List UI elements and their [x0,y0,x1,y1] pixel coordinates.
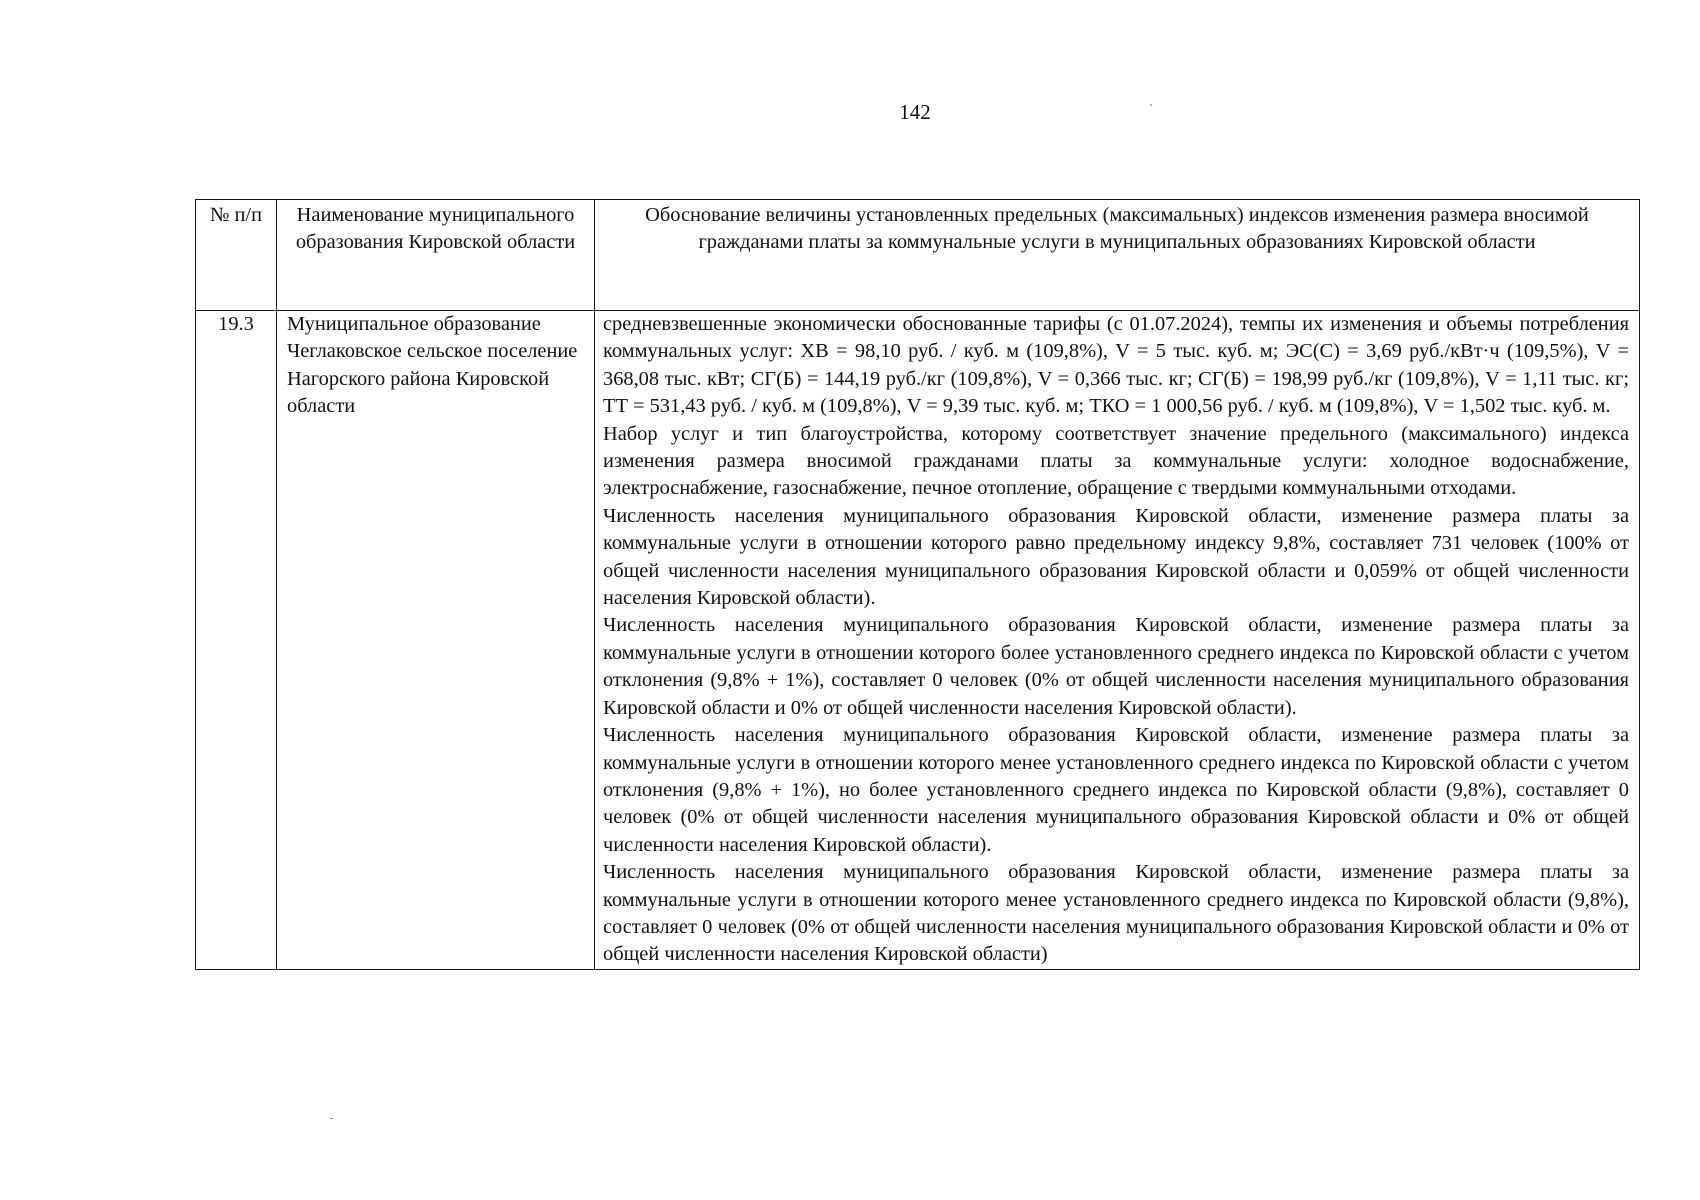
municipality-name: Муниципальное образование Чеглаковское сельское поселение Нагорского района Кировской области [277,311,595,970]
header-municipality-name: Наименование муниципального образования Кировской области [277,200,595,311]
page-number: 142 [899,100,931,124]
table-row [196,311,1640,970]
tariffs-paragraph: средневзвешенные экономически обоснованные тарифы (с 01.07.2024), темпы их изменения и объемы потребления коммунальных услуг: ХВ = 98,10 руб. / куб. м (109,8%), V = 5 тыс. куб. м; ЭС(С) = 3,69 руб./кВт·ч (109,5%), V = 368,08 тыс. кВт; СГ(Б) = 144,19 руб./кг (109,8%), V = 0,366 тыс. кг; СГ(Б) = 198,99 руб./кг (109,8%), V = 1,11 тыс. кг; ТТ = 531,43 руб. / куб. м (109,8%), V = 9,39 тыс. куб. м; ТКО = 1 000,56 руб. / куб. м (109,8%), V = 1,502 тыс. куб. м. [603,313,1629,418]
population-between-index-paragraph: Численность населения муниципального образования Кировской области, изменение размера платы за коммунальные услуги в отношении которого менее установленного среднего индекса по Кировской области с учетом отклонения (9,8% + 1%), но более установленного среднего индекса по Кировской области (9,8%), составляет 0 человек (0% от общей численности населения муниципального образования Кировской области и 0% от общей численности населения Кировской области). [603,724,1629,856]
header-number: № п/п [196,200,277,311]
population-above-index-paragraph: Численность населения муниципального образования Кировской области, изменение размера платы за коммунальные услуги в отношении которого более установленного среднего индекса по Кировской области с учетом отклонения (9,8% + 1%), составляет 0 человек (0% от общей численности населения муниципального образования Кировской области и 0% от общей численности населения Кировской области). [603,614,1629,719]
row-number: 19.3 [196,311,277,970]
header-basis: Обоснование величины установленных предельных (максимальных) индексов изменения размера вносимой гражданами платы за коммунальные услуги в муниципальных образованиях Кировской области [595,200,1640,311]
population-equal-index-paragraph: Численность населения муниципального образования Кировской области, изменение размера платы за коммунальные услуги в отношении которого равно предельному индексу 9,8%, составляет 731 человек (100% от общей численности населения муниципального образования Кировской области и 0,059% от общей численности населения Кировской области). [603,504,1629,610]
services-paragraph: Набор услуг и тип благоустройства, которому соответствует значение предельного (максимального) индекса изменения размера вносимой гражданами платы за коммунальные услуги: холодное водоснабжение, электроснабжение, газоснабжение, печное отопление, обращение с твердыми коммунальными отходами. [603,422,1629,500]
tariff-index-table [195,199,1640,970]
basis-cell [595,311,1640,970]
population-below-index-paragraph: Численность населения муниципального образования Кировской области, изменение размера платы за коммунальные услуги в отношении которого менее установленного среднего индекса по Кировской области (9,8%), составляет 0 человек (0% от общей численности населения муниципального образования Кировской области и 0% от общей численности населения Кировской области) [603,861,1629,966]
scan-speck [1150,104,1152,106]
scan-speck [330,1118,333,1119]
table-header-row [196,200,1640,311]
